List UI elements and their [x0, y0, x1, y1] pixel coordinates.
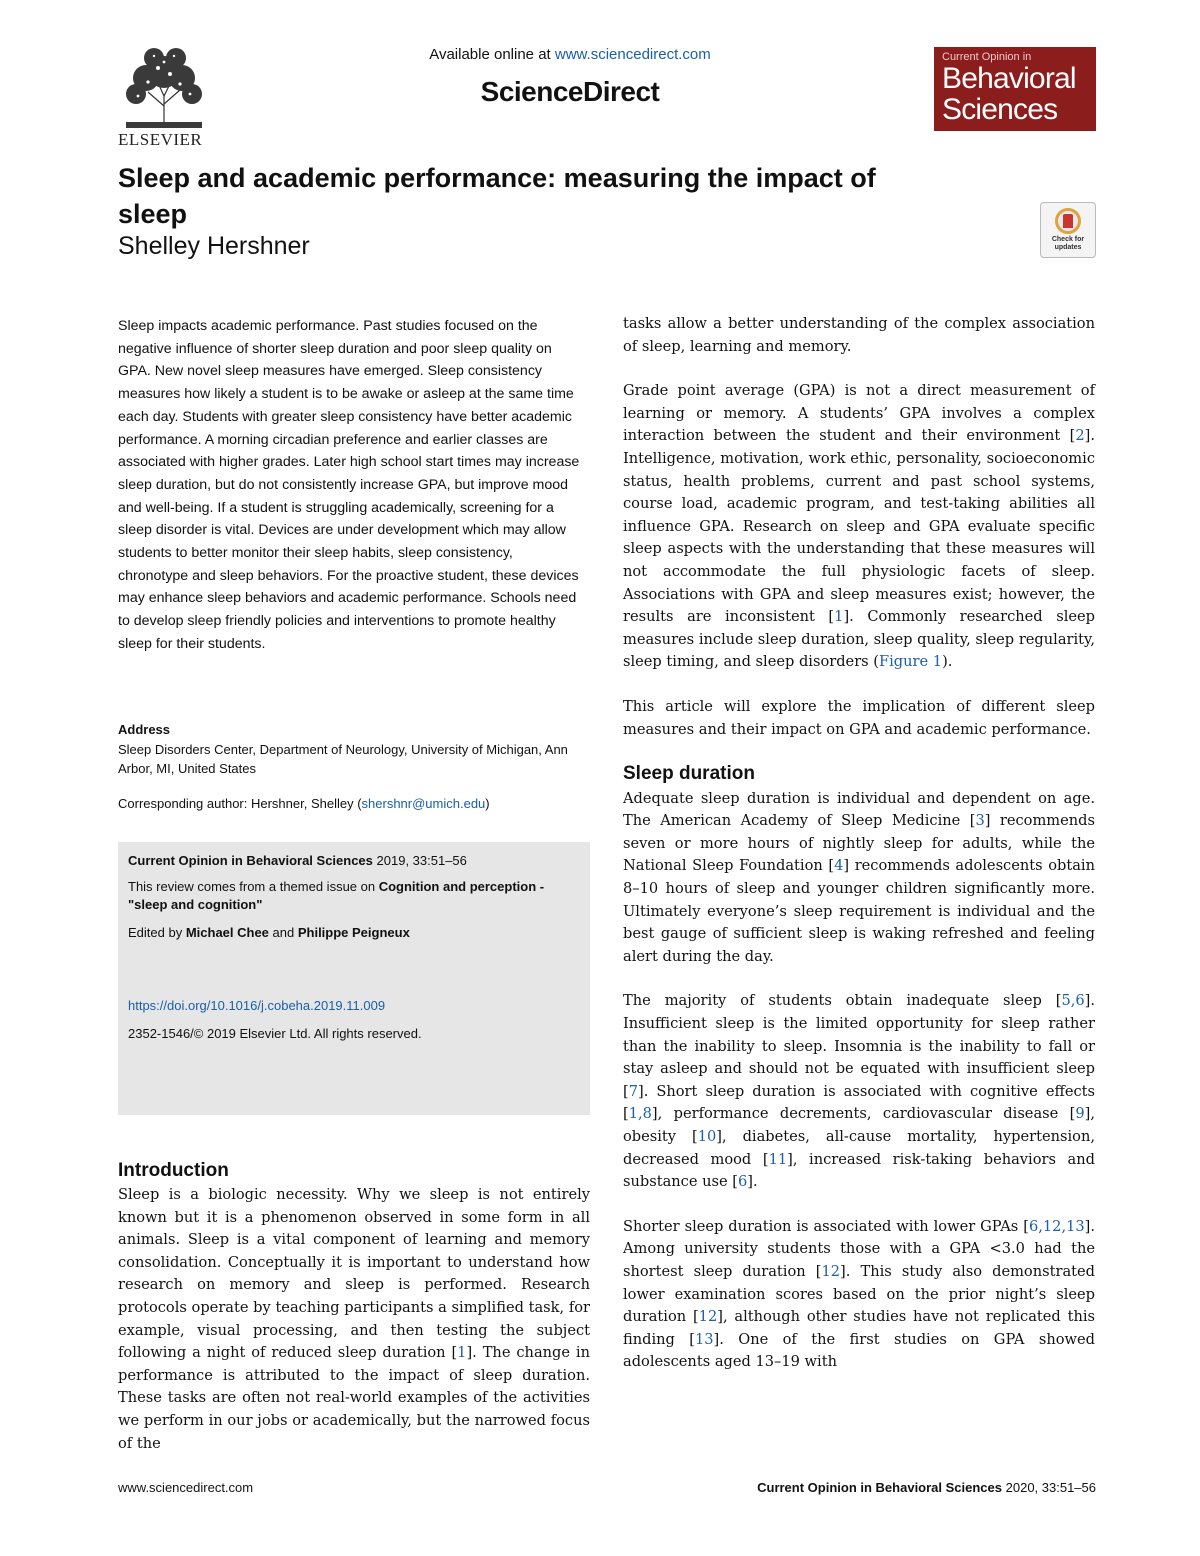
journal-small-label: Current Opinion in — [942, 51, 1032, 63]
bookmark-icon — [1055, 208, 1081, 234]
check-for-updates-badge[interactable] — [1040, 202, 1096, 258]
journal-citation — [128, 852, 580, 870]
abstract: Sleep impacts academic performance. Past studies focused on the negative influence of shorter sleep duration and poor sleep quality on GPA. New novel sleep measures have emerged. Sleep consistency measures how likely a student is to be awake or asleep at the same time each day. Students with greater sleep consistency have better academic performance. A morning circadian preference and earlier classes are associated with higher grades. Later high school start times may increase sleep duration, but do not consistently increase GPA, but improve mood and well-being. If a student is struggling academically, screening for a sleep disorder is vital. Devices are under development which may allow students to better monitor their sleep habits, sleep consistency, chronotype and sleep behaviors. For the proactive student, these devices may enhance sleep behaviors and academic performance. Schools need to develop sleep friendly policies and interventions to promote healthy sleep for their students. — [118, 318, 580, 652]
journal-cover-logo — [934, 47, 1096, 131]
doi-link[interactable]: https://doi.org/10.1016/j.cobeha.2019.11.009 — [128, 998, 386, 1013]
journal-name-line1: Behavioral — [942, 62, 1076, 95]
gpa-paragraph — [623, 380, 1095, 674]
article-author: Shelley Hershner — [118, 232, 310, 260]
ref-link[interactable]: 5,6 — [1061, 992, 1085, 1010]
themed-issue — [128, 878, 580, 914]
publisher-wordmark: ELSEVIER — [118, 130, 203, 149]
maj-text-h: ]. — [747, 1173, 758, 1191]
ref-link[interactable]: 9 — [1075, 1105, 1085, 1123]
ref-link[interactable]: 3 — [975, 812, 985, 830]
author-address: Sleep Disorders Center, Department of Neurology, University of Michigan, Ann Arbor, MI, United States — [118, 742, 568, 776]
maj-text-b: ]. Insufficient sleep is the limited opportunity for sleep rather than the inability to sleep. Insomnia is the inability to fall or stay asleep and should not be equated with insufficient sleep [ — [623, 992, 1095, 1100]
maj-text-a: The majority of students obtain inadequate sleep [ — [623, 992, 1062, 1010]
sd-text-c: ] recommends adolescents obtain 8–10 hours of sleep and younger children significantly more. Ultimately everyone’s sleep requirement is individual and the best gauge of sufficient sleep is waking refreshed and feeling alert during the day. — [623, 857, 1095, 965]
sd-text-a: Adequate sleep duration is individual and dependent on age. The American Academy of Sleep Medicine [ — [623, 789, 1095, 830]
sleep-duration-paragraph — [623, 788, 1095, 969]
edited-prefix: Edited by — [128, 925, 186, 940]
footer-site: www.sciencedirect.com — [118, 1480, 254, 1495]
maj-text-c: ]. Short sleep duration is associated with cognitive effects [ — [623, 1082, 1095, 1123]
shorter-sleep-paragraph — [623, 1216, 1095, 1374]
address-heading: Address — [118, 722, 171, 737]
gpa-text-b: ]. Intelligence, motivation, work ethic, personality, socioeconomic status, health problems, current and past school systems, course load, academic program, and test-taking abilities all influence GPA. Research on sleep and GPA evaluate specific sleep aspects with the understanding that these measures will not accommodate the full physiologic facets of sleep. Associations with GPA and sleep measures exist; however, the results are inconsistent [ — [623, 427, 1095, 626]
corr-email-link[interactable]: shershnr@umich.edu — [361, 796, 486, 811]
edited-and: and — [268, 925, 298, 940]
editor-2: Philippe Peigneux — [297, 925, 410, 940]
gpa-text-c: ]. Commonly researched sleep measures include sleep duration, sleep quality, sleep regularity, sleep timing, and sleep disorders ( — [623, 608, 1095, 671]
available-prefix: Available online at — [429, 46, 555, 63]
sh-text-e: ]. One of the first studies on GPA showed adolescents aged 13–19 with — [623, 1330, 1095, 1371]
sh-text-c: ]. This study also demonstrated lower examination scores based on the prior night’s sleep duration [ — [623, 1262, 1095, 1326]
check-badge-label: Check for updates — [1051, 236, 1085, 251]
ref-link[interactable]: 7 — [628, 1082, 638, 1100]
ref-link[interactable]: 6 — [738, 1173, 748, 1191]
info-journal: Current Opinion in Behavioral Sciences — [128, 853, 373, 868]
intro-text-b: ]. The change in performance is attributed to the impact of sleep duration. These tasks are often not real-world examples of the activities we perform in our jobs or academically, but the narrowed focus of the — [118, 1344, 590, 1452]
sh-text-b: ]. Among university students those with a GPA <3.0 had the shortest sleep duration [ — [623, 1217, 1095, 1280]
right-column — [623, 313, 1095, 1396]
journal-name-line2: Sciences — [942, 93, 1058, 126]
gpa-text-a: Grade point average (GPA) is not a direct measurement of learning or memory. A students’ GPA involves a complex interaction between the student and their environment [ — [623, 382, 1095, 445]
copyright: 2352-1546/© 2019 Elsevier Ltd. All rights reserved. — [128, 1026, 422, 1041]
gpa-text-d: ). — [942, 653, 953, 671]
footer-journal: Current Opinion in Behavioral Sciences — [757, 1480, 1003, 1495]
footer-citation — [600, 1480, 1096, 1495]
explore-paragraph: This article will explore the implication of different sleep measures and their impact on GPA and academic performance. — [623, 697, 1095, 738]
ref-link[interactable]: 2 — [1075, 427, 1085, 445]
sh-text-d: ], although other studies have not replicated this finding [ — [623, 1308, 1096, 1348]
ref-link[interactable]: 1 — [457, 1344, 467, 1362]
corr-suffix: ) — [485, 796, 490, 811]
editor-1: Michael Chee — [185, 925, 269, 940]
sh-text-a: Shorter sleep duration is associated with lower GPAs [ — [623, 1217, 1029, 1235]
issue-topic: Cognition and perception - "sleep and cognition" — [128, 879, 545, 912]
sciencedirect-link[interactable]: www.sciencedirect.com — [554, 46, 711, 63]
ref-link[interactable]: 10 — [697, 1128, 717, 1145]
ref-link[interactable]: 13 — [694, 1330, 714, 1348]
article-info-box — [118, 842, 590, 1115]
maj-text-d: ], performance decrements, cardiovascular disease [ — [651, 1105, 1076, 1123]
issue-prefix: This review comes from a themed issue on — [128, 879, 379, 894]
ref-link[interactable]: 1 — [834, 608, 844, 626]
ref-link[interactable]: 1,8 — [628, 1105, 652, 1123]
maj-text-g: ], increased risk-taking behaviors and substance use [ — [623, 1150, 1095, 1191]
ref-link[interactable]: 4 — [834, 857, 844, 875]
footer-cite: 2020, 33:51–56 — [1002, 1480, 1096, 1495]
ref-link[interactable]: 12 — [698, 1308, 718, 1326]
corr-prefix: Corresponding author: Hershner, Shelley ( — [118, 796, 362, 811]
maj-text-e: ], obesity [ — [623, 1105, 1095, 1145]
intro-paragraph — [118, 1184, 590, 1455]
majority-paragraph — [623, 990, 1095, 1193]
sd-text-b: ] recommends seven or more hours of nightly sleep for adults, while the National Sleep Foundation [ — [623, 812, 1095, 875]
info-citation: 2019, 33:51–56 — [372, 853, 467, 868]
ref-link[interactable]: 12 — [821, 1262, 841, 1280]
sleep-duration-heading: Sleep duration — [623, 763, 755, 785]
continued-paragraph: tasks allow a better understanding of the complex association of sleep, learning and memory. — [623, 315, 1095, 355]
corresponding-author — [118, 796, 588, 811]
ref-link[interactable]: 11 — [768, 1150, 788, 1168]
platform-title: ScienceDirect — [480, 76, 660, 107]
intro-heading: Introduction — [118, 1160, 229, 1181]
article-title: Sleep and academic performance: measuring the impact of sleep — [118, 163, 876, 229]
editors — [128, 924, 580, 942]
intro-text-a: Sleep is a biologic necessity. Why we sleep is not entirely known but it is a phenomenon observed in some form in all animals. Sleep is a vital component of learning and memory consolidation. Conceptually it is important to understand how research on memory and sleep is performed. Research protocols operate by teaching participants a simplified task, for example, visual processing, and then testing the subject following a night of reduced sleep duration [ — [118, 1186, 590, 1362]
ref-link[interactable]: 6,12,13 — [1028, 1217, 1085, 1235]
maj-text-f: ], diabetes, all-cause mortality, hypertension, decreased mood [ — [623, 1128, 1095, 1168]
figure-link[interactable]: Figure 1 — [879, 653, 943, 671]
